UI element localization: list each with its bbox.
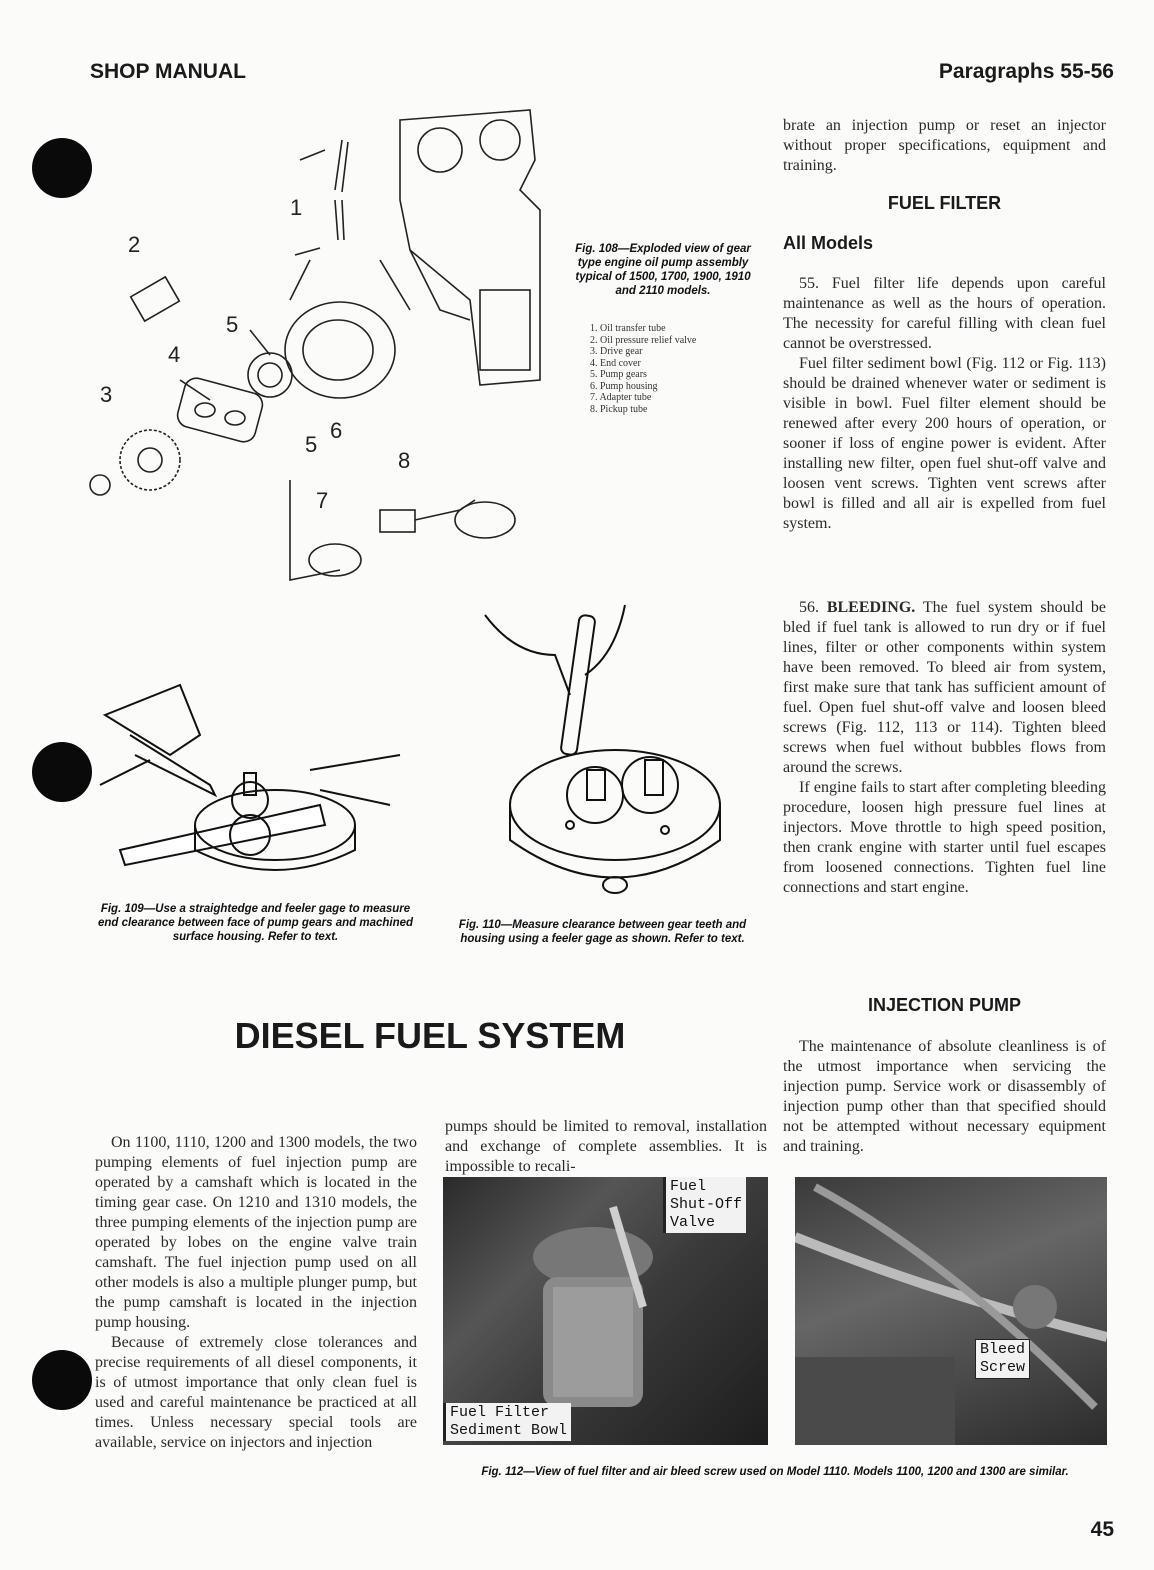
diesel-middle-paragraph: pumps should be limited to removal, installation and exchange of complete assemblies. It is impossible to recali- — [445, 1118, 767, 1175]
paragraph-56b: If engine fails to start after completing bleeding procedure, loosen high pressure fuel lines at injectors. Move throttle to high speed position, then crank engine with starter until fuel escapes from loosened connections. Tighten fuel line connections and start engine. — [783, 779, 1106, 896]
callout-1: 1 — [290, 195, 303, 220]
bleed-photo-shapes — [795, 1177, 1107, 1445]
diesel-fuel-system-title: DIESEL FUEL SYSTEM — [234, 1015, 626, 1056]
label-line: Bleed — [980, 1341, 1026, 1358]
legend-item: 1. Oil transfer tube — [590, 323, 666, 334]
legend-item: 5. Pump gears — [590, 369, 647, 380]
callout-4: 4 — [168, 342, 181, 367]
bleed-screw-label — [975, 1339, 1030, 1379]
binder-hole-bottom — [32, 1350, 92, 1410]
fig109-caption: Fig. 109—Use a straightedge and feeler gage to measure end clearance between face of pump gears and machined surface housing. Refer to text. — [97, 903, 414, 943]
fig108-caption: Fig. 108—Exploded view of gear type engine oil pump assembly typical of 1500, 1700, 1900, 1910 and 2110 models. — [575, 243, 751, 297]
callout-5a: 5 — [226, 312, 239, 337]
label-line: Fuel — [670, 1178, 707, 1195]
diesel-left-text — [95, 1133, 417, 1453]
page-number: 45 — [1090, 1518, 1114, 1541]
bleeding-text — [783, 598, 1106, 898]
callout-8: 8 — [398, 448, 411, 473]
p56-text: The fuel system should be bled if fuel tank is allowed to run dry or if fuel lines, filter or other components within system have been removed. To bleed air from system, first make sure that tank has sufficient amount of fuel. Open fuel shut-off valve and loosen bleed screws (Fig. 112, 113 or 114). Tighten bleed screws when fuel without bubbles flows from around the screws. — [783, 599, 1107, 776]
label-line: Shut-Off — [670, 1196, 743, 1213]
callout-2: 2 — [128, 232, 141, 257]
label-line: Fuel Filter — [450, 1404, 550, 1421]
injection-pump-heading: INJECTION PUMP — [867, 995, 1022, 1015]
fig110-caption: Fig. 110—Measure clearance between gear teeth and housing using a feeler gage as shown. Refer to text. — [458, 919, 747, 945]
diesel-paragraph-1: On 1100, 1110, 1200 and 1300 models, the two pumping elements of fuel injection pump are operated by a camshaft which is located in the timing gear case. On 1210 and 1310 models, the three pumping elements of the injection pump are operated by lobes on the engine valve train camshaft. The fuel injection pump used on all other models is also a multiple plunger pump, but the pump camshaft is located in the injection pump housing. — [95, 1134, 417, 1331]
fig110-feeler-gage-drawing — [475, 595, 755, 905]
fig108-exploded-drawing — [80, 100, 550, 590]
callout-6: 6 — [330, 418, 343, 443]
p56-bold: BLEEDING. — [826, 599, 916, 616]
label-line: Sediment Bowl — [450, 1422, 568, 1439]
legend-item: 6. Pump housing — [590, 380, 658, 392]
all-models-heading: All Models — [783, 233, 874, 253]
diesel-paragraph-2: Because of extremely close tolerances and precise requirements of all diesel components, it is of utmost importance that only clean fuel is used and careful maintenance be practiced at all times. Unless necessary special tools are available, service on injectors and injection — [95, 1334, 417, 1451]
running-header-left: SHOP MANUAL — [90, 60, 246, 83]
injection-pump-text — [783, 1037, 1106, 1157]
p56-number: 56. — [799, 599, 819, 616]
fig112-caption: Fig. 112—View of fuel filter and air bleed screw used on Model 1110. Models 1100, 1200 and 1300 are similar. — [481, 1466, 1069, 1478]
fuel-filter-heading: FUEL FILTER — [887, 193, 1002, 213]
legend-item: 8. Pickup tube — [590, 403, 648, 415]
label-line: Valve — [670, 1214, 716, 1231]
intro-paragraph: brate an injection pump or reset an injector without proper specifications, equipment and training. — [783, 117, 1106, 174]
legend-item: 7. Adapter tube — [590, 392, 652, 403]
fig109-straightedge-drawing — [90, 675, 420, 900]
fig108-legend — [590, 323, 760, 415]
fuel-shutoff-valve-label — [663, 1177, 746, 1233]
right-col-intro — [783, 116, 1106, 176]
callout-3: 3 — [100, 382, 113, 407]
legend-item: 4. End cover — [590, 357, 641, 369]
callout-7: 7 — [316, 488, 329, 513]
injection-paragraph: The maintenance of absolute cleanliness is of the utmost importance when servicing the injection pump. Service work or disassembly of injection pump other than that specified should not be attempted without necessary equipment and training. — [783, 1038, 1106, 1155]
legend-item: 3. Drive gear — [590, 346, 643, 357]
fuel-filter-bowl-label — [443, 1403, 571, 1441]
diesel-middle-text — [445, 1117, 767, 1177]
running-header-right: Paragraphs 55-56 — [938, 60, 1114, 83]
paragraph-55b: Fuel filter sediment bowl (Fig. 112 or Fig. 113) should be drained whenever water or sediment is visible in bowl. Fuel filter element should be renewed after every 200 hours of operation, or sooner if loss of engine power is evident. After installing new filter, open fuel shut-off valve and loosen vent screws. Tighten vent screws after bowl is filled and all air is expelled from fuel system. — [783, 355, 1106, 532]
binder-hole-middle — [32, 742, 92, 802]
paragraph-55a: 55. Fuel filter life depends upon careful maintenance as well as the hours of operation. The necessity for careful filling with clean fuel cannot be overstressed. — [783, 275, 1106, 352]
label-line: Screw — [980, 1359, 1026, 1376]
callout-5b: 5 — [305, 432, 318, 457]
fig112-photo-bleed — [795, 1177, 1107, 1445]
fig112-photo-filter — [443, 1177, 768, 1445]
fuel-filter-text — [783, 274, 1106, 534]
paragraph-56 — [783, 598, 1106, 778]
legend-item: 2. Oil pressure relief valve — [590, 334, 697, 346]
